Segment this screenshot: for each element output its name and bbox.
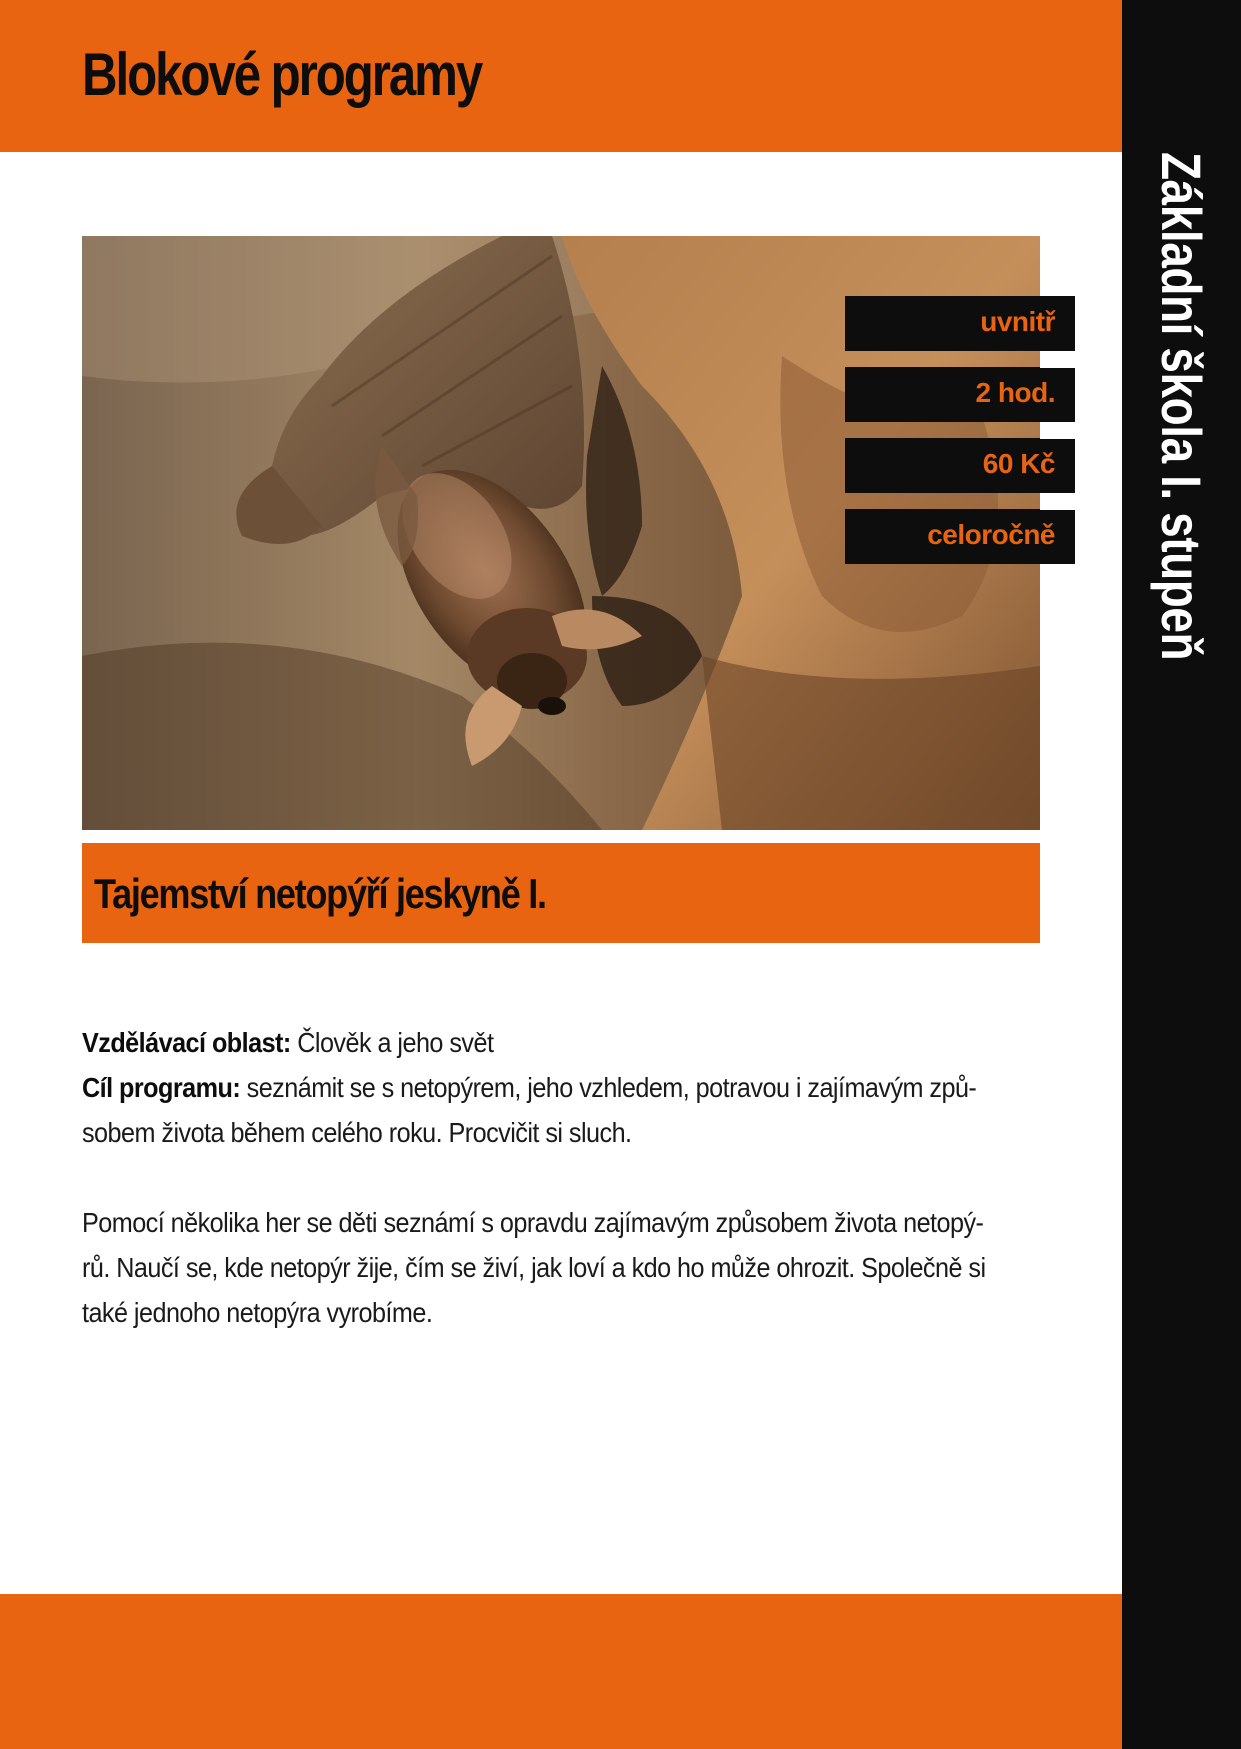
tag-divider — [1040, 496, 1075, 510]
tag-location — [845, 296, 1075, 351]
header-band — [0, 0, 1122, 152]
goal-text-1: seznámit se s netopýrem, jeho vzhledem, potravou i zajímavým způ- — [240, 1072, 977, 1103]
tag-price — [845, 438, 1075, 493]
tag-divider — [1040, 354, 1075, 368]
page-title: Blokové programy — [82, 41, 482, 108]
tag-divider — [1040, 425, 1075, 439]
area-value: Člověk a jeho svět — [290, 1027, 494, 1058]
tag-season-label: celoročně — [927, 519, 1055, 550]
paragraph-gap — [82, 1155, 1042, 1200]
side-label-text: Základní škola I. stupeň — [1150, 152, 1213, 661]
goal-line — [82, 1065, 977, 1110]
description-line-1: Pomocí několika her se děti seznámí s opravdu zajímavým způsobem života netopý- — [82, 1207, 984, 1238]
description-line-2: rů. Naučí se, kde netopýr žije, čím se živí, jak loví a kdo ho může ohrozit. Společně si — [82, 1252, 986, 1283]
program-title: Tajemství netopýří jeskyně I. — [94, 870, 546, 917]
footer-band — [0, 1594, 1122, 1749]
tag-season — [845, 509, 1075, 564]
tag-duration — [845, 367, 1075, 422]
tag-duration-label: 2 hod. — [975, 377, 1055, 408]
side-label — [1150, 152, 1212, 772]
area-label: Vzdělávací oblast: — [82, 1027, 291, 1058]
area-line — [82, 1020, 946, 1065]
goal-label: Cíl programu: — [82, 1072, 241, 1103]
tag-location-label: uvnitř — [980, 306, 1055, 337]
description-line-3: také jednoho netopýra vyrobíme. — [82, 1297, 433, 1328]
program-details — [82, 1020, 1042, 1335]
program-title-band — [82, 843, 1040, 943]
goal-text-2: sobem života během celého roku. Procvičit si sluch. — [82, 1117, 632, 1148]
tag-price-label: 60 Kč — [982, 448, 1055, 479]
